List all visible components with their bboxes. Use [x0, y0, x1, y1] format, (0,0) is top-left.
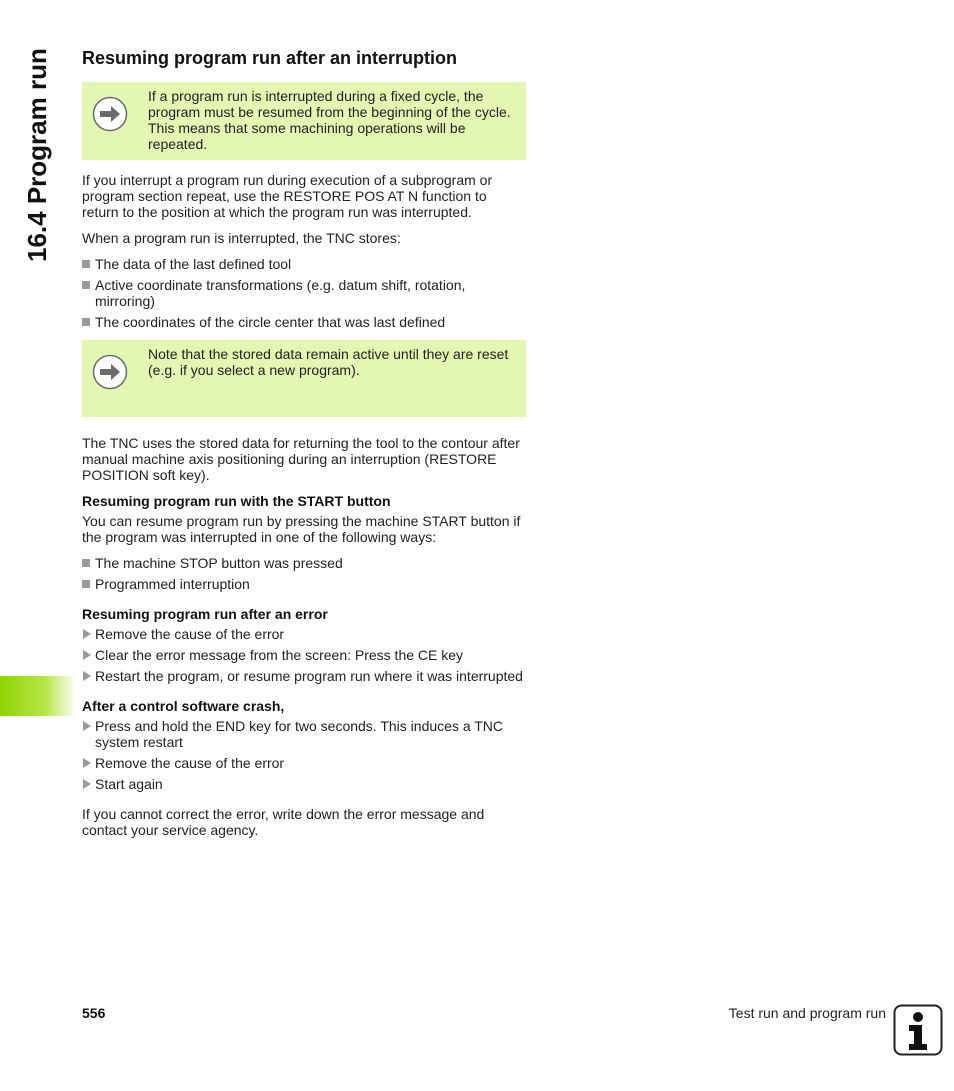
info-icon: [893, 1004, 943, 1056]
paragraph-tnc-stores: When a program run is interrupted, the TNC stores:: [82, 230, 401, 246]
paragraph-restore-pos: If you interrupt a program run during execution of a subprogram or program section repeat, use the RESTORE POS AT N function to return to the position at which the program run was interrupted.: [82, 172, 493, 220]
subheading-after-crash: After a control software crash,: [82, 698, 285, 714]
list-item: The coordinates of the circle center that was last defined: [82, 314, 526, 330]
arrow-right-circle-icon: [92, 354, 128, 390]
arrow-right-circle-icon: [92, 96, 128, 132]
paragraph-start-button: You can resume program run by pressing the machine START button if the program was interrupted in one of the following ways:: [82, 513, 521, 545]
step-item: Restart the program, or resume program run where it was interrupted: [82, 668, 526, 684]
chapter-tab-marker: [0, 676, 76, 716]
interruption-list: [82, 555, 526, 592]
subheading-start-button: Resuming program run with the START button: [82, 493, 391, 509]
list-item: Active coordinate transformations (e.g. datum shift, rotation, mirroring): [82, 277, 526, 309]
chapter-side-title: [18, 48, 58, 272]
note-text-cycle: If a program run is interrupted during a fixed cycle, the program must be resumed from the beginning of the cycle. This means that some machining operations will be repeated.: [148, 88, 511, 152]
list-item: The machine STOP button was pressed: [82, 555, 526, 571]
footer-chapter-title: Test run and program run: [728, 1005, 886, 1021]
note-box-cycle: [82, 82, 526, 160]
paragraph-restore-position: The TNC uses the stored data for returning the tool to the contour after manual machine axis positioning during an interruption (RESTORE POSITION soft key).: [82, 435, 520, 483]
error-steps-list: [82, 626, 526, 684]
chapter-side-title-text: 16.4 Program run: [22, 48, 52, 262]
crash-steps-list: [82, 718, 526, 792]
list-item: Programmed interruption: [82, 576, 526, 592]
section-title: Resuming program run after an interruption: [82, 48, 458, 68]
step-item: Remove the cause of the error: [82, 755, 526, 771]
step-item: Remove the cause of the error: [82, 626, 526, 642]
step-item: Start again: [82, 776, 526, 792]
stored-data-list: [82, 256, 526, 330]
step-item: Clear the error message from the screen: Press the CE key: [82, 647, 526, 663]
list-item: The data of the last defined tool: [82, 256, 526, 272]
step-item: Press and hold the END key for two seconds. This induces a TNC system restart: [82, 718, 526, 750]
note-text-stored-data: Note that the stored data remain active until they are reset (e.g. if you select a new program).: [148, 346, 509, 378]
note-box-stored-data: [82, 340, 526, 417]
page-number: 556: [82, 1005, 106, 1021]
page-content: [82, 46, 526, 848]
subheading-after-error: Resuming program run after an error: [82, 606, 328, 622]
paragraph-service-agency: If you cannot correct the error, write down the error message and contact your service agency.: [82, 806, 485, 838]
